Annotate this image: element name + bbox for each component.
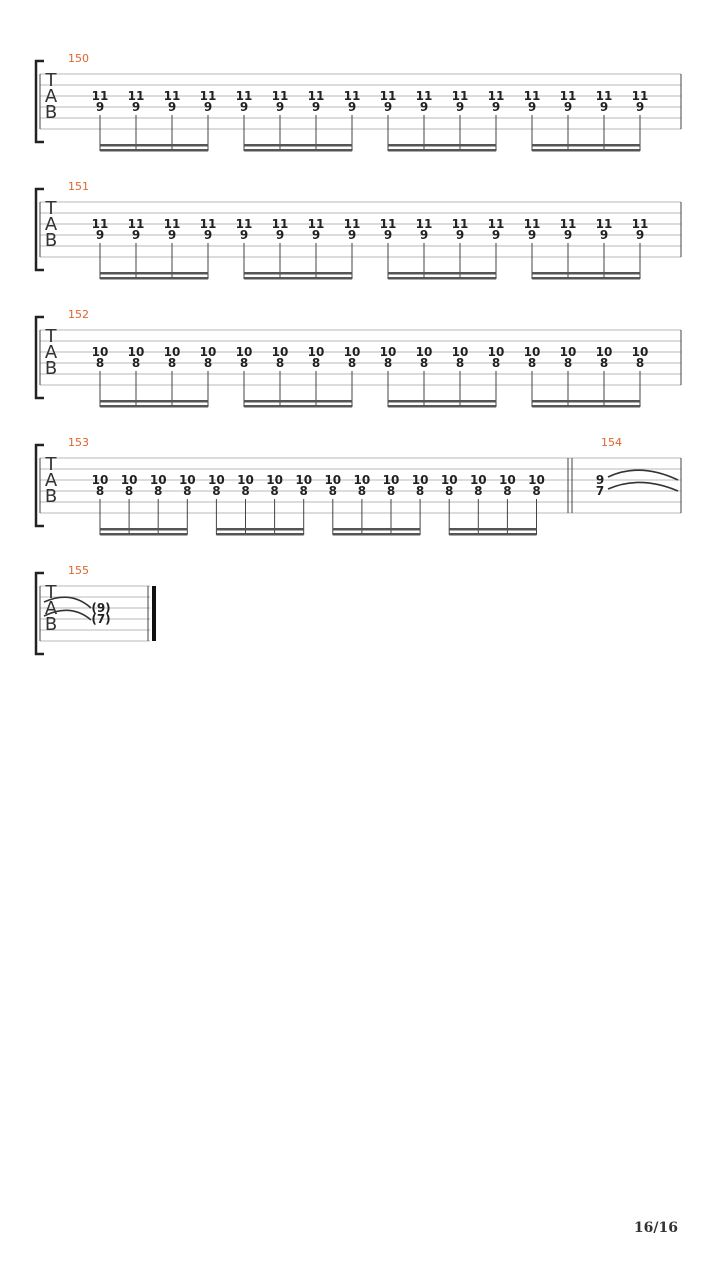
- fret-number: 10: [324, 473, 342, 487]
- tab-clef-letter: A: [44, 470, 58, 491]
- fret-number: 11: [379, 217, 397, 231]
- fret-number: 10: [91, 473, 109, 487]
- fret-number: 10: [266, 473, 283, 487]
- fret-number: 11: [163, 89, 181, 103]
- fret-number: 10: [353, 473, 371, 487]
- fret-number: 11: [343, 89, 361, 103]
- tab-system: [36, 436, 681, 536]
- fret-number: 9: [563, 228, 573, 242]
- fret-number: 10: [178, 473, 196, 487]
- fret-number: 11: [487, 217, 505, 231]
- fret-number: 11: [523, 217, 541, 231]
- fret-number: 8: [239, 356, 249, 370]
- fret-number: 8: [527, 356, 537, 370]
- fret-number: 9: [599, 100, 609, 114]
- fret-number: 11: [451, 217, 469, 231]
- beam: [532, 149, 640, 152]
- beam: [100, 277, 208, 280]
- beam: [333, 528, 420, 531]
- fret-number: 10: [91, 345, 109, 359]
- fret-number: 9: [635, 100, 645, 114]
- fret-number: 11: [559, 89, 577, 103]
- beam: [532, 277, 640, 280]
- fret-number: 9: [275, 228, 285, 242]
- measure-number: 152: [68, 308, 89, 321]
- fret-number: 8: [347, 356, 357, 370]
- fret-number: 9: [491, 100, 501, 114]
- fret-number: 9: [563, 100, 573, 114]
- fret-number: 8: [95, 484, 105, 498]
- fret-number: 8: [183, 484, 192, 498]
- tab-clef-letter: B: [44, 358, 58, 379]
- fret-number: 9: [203, 100, 213, 114]
- fret-number: 8: [419, 356, 429, 370]
- fret-number: 9: [203, 228, 213, 242]
- measure-number: 154: [601, 436, 622, 449]
- fret-number: 8: [154, 484, 163, 498]
- tab-system: [36, 308, 681, 408]
- fret-number: 11: [235, 217, 253, 231]
- beam: [388, 400, 496, 403]
- fret-number: 9: [491, 228, 501, 242]
- beam: [244, 149, 352, 152]
- tab-system: [36, 52, 681, 152]
- fret-number: 8: [563, 356, 573, 370]
- tab-clef-letter: T: [45, 454, 57, 475]
- fret-number: 8: [491, 356, 501, 370]
- fret-number: 8: [474, 484, 483, 498]
- tab-clef-letter: T: [45, 582, 57, 603]
- fret-number: 9: [131, 100, 141, 114]
- fret-number: 8: [311, 356, 321, 370]
- fret-number: 9: [419, 228, 429, 242]
- tab-clef-letter: A: [44, 86, 58, 107]
- beam: [244, 272, 352, 275]
- fret-number: 10: [415, 345, 433, 359]
- fret-number: 10: [469, 473, 487, 487]
- beam: [532, 144, 640, 147]
- fret-number: 8: [241, 484, 250, 498]
- fret-number: 8: [203, 356, 213, 370]
- fret-number: 10: [307, 345, 325, 359]
- fret-number: 11: [379, 89, 397, 103]
- beam: [100, 149, 208, 152]
- fret-number: 9: [311, 228, 321, 242]
- fret-number: 8: [532, 484, 541, 498]
- beam: [100, 528, 187, 531]
- fret-number: 10: [523, 345, 541, 359]
- measure: [68, 180, 681, 280]
- fret-number: 10: [528, 473, 545, 487]
- fret-number: 10: [411, 473, 429, 487]
- beam: [388, 277, 496, 280]
- fret-number: 9: [275, 100, 285, 114]
- beam: [449, 528, 536, 531]
- fret-number: 9: [455, 100, 465, 114]
- fret-number: 9: [599, 228, 609, 242]
- fret-number: 9: [239, 228, 249, 242]
- fret-number: 9: [419, 100, 429, 114]
- fret-number: 9: [95, 100, 105, 114]
- fret-number: 8: [131, 356, 141, 370]
- fret-number: 8: [415, 484, 425, 498]
- fret-number: 8: [124, 484, 134, 498]
- fret-number: 11: [307, 89, 325, 103]
- tie-arc: [608, 482, 678, 491]
- tie-arc: [608, 470, 678, 480]
- fret-number: 8: [386, 484, 396, 498]
- tab-system: [36, 564, 154, 654]
- fret-number: 8: [270, 484, 279, 498]
- fret-number: 11: [631, 217, 649, 231]
- fret-number: 9: [455, 228, 465, 242]
- beam: [100, 272, 208, 275]
- tab-clef-letter: B: [44, 614, 58, 635]
- fret-number: 10: [379, 345, 397, 359]
- tab-clef-letter: A: [44, 214, 58, 235]
- tab-clef-letter: T: [45, 198, 57, 219]
- fret-number: 7: [595, 484, 605, 498]
- fret-number: 8: [299, 484, 308, 498]
- fret-number: 10: [127, 345, 145, 359]
- fret-number: 9: [167, 100, 177, 114]
- fret-number: 10: [163, 345, 181, 359]
- fret-number: 9: [595, 473, 605, 487]
- fret-number: 8: [95, 356, 105, 370]
- measure: [68, 52, 681, 152]
- fret-number: 9: [383, 100, 393, 114]
- fret-number: 10: [595, 345, 613, 359]
- tab-system: [36, 180, 681, 280]
- fret-number: 11: [199, 89, 217, 103]
- beam: [388, 405, 496, 408]
- fret-number: 9: [95, 228, 105, 242]
- fret-number: 11: [595, 217, 613, 231]
- fret-number: 11: [559, 217, 577, 231]
- beam: [100, 400, 208, 403]
- measure-number: 155: [68, 564, 89, 577]
- tab-clef-letter: A: [44, 342, 58, 363]
- page-number: 16/16: [633, 1220, 678, 1236]
- fret-number: 10: [208, 473, 225, 487]
- tab-clef-letter: B: [44, 102, 58, 123]
- fret-number: 10: [237, 473, 254, 487]
- fret-number: 11: [127, 89, 145, 103]
- tab-clef-letter: B: [44, 486, 58, 507]
- fret-number: 11: [235, 89, 253, 103]
- beam: [532, 272, 640, 275]
- fret-number: 8: [167, 356, 177, 370]
- fret-number: 8: [212, 484, 221, 498]
- measure: [44, 564, 154, 641]
- beam: [388, 149, 496, 152]
- fret-number: 11: [127, 217, 145, 231]
- fret-number: 8: [357, 484, 367, 498]
- fret-number: 10: [559, 345, 577, 359]
- fret-number: 11: [91, 89, 109, 103]
- fret-number: (9): [91, 601, 111, 615]
- fret-number: 11: [199, 217, 217, 231]
- beam: [244, 405, 352, 408]
- fret-number: 11: [91, 217, 109, 231]
- fret-number: 10: [499, 473, 516, 487]
- fret-number: 8: [503, 484, 512, 498]
- fret-number: 11: [523, 89, 541, 103]
- fret-number: 10: [343, 345, 361, 359]
- fret-number: 9: [167, 228, 177, 242]
- beam: [449, 533, 536, 536]
- fret-number: 9: [311, 100, 321, 114]
- fret-number: 8: [328, 484, 337, 498]
- fret-number: 11: [415, 217, 433, 231]
- fret-number: 10: [199, 345, 217, 359]
- fret-number: 11: [595, 89, 613, 103]
- measure-number: 153: [68, 436, 89, 449]
- systems-layer: [36, 52, 681, 654]
- fret-number: 10: [120, 473, 138, 487]
- fret-number: 11: [343, 217, 361, 231]
- measure: [68, 436, 572, 536]
- beam: [244, 277, 352, 280]
- fret-number: 11: [415, 89, 433, 103]
- beam: [100, 405, 208, 408]
- beam: [532, 405, 640, 408]
- fret-number: 11: [307, 217, 325, 231]
- fret-number: 9: [347, 100, 357, 114]
- beam: [216, 528, 303, 531]
- fret-number: 10: [451, 345, 469, 359]
- fret-number: 10: [235, 345, 253, 359]
- fret-number: 11: [271, 89, 289, 103]
- beam: [100, 533, 187, 536]
- fret-number: 10: [631, 345, 649, 359]
- fret-number: (7): [91, 612, 111, 626]
- fret-number: 9: [527, 228, 537, 242]
- fret-number: 11: [631, 89, 649, 103]
- beam: [388, 144, 496, 147]
- measure-number: 151: [68, 180, 89, 193]
- beam: [244, 144, 352, 147]
- fret-number: 8: [275, 356, 285, 370]
- fret-number: 8: [635, 356, 645, 370]
- fret-number: 9: [383, 228, 393, 242]
- fret-number: 8: [599, 356, 609, 370]
- fret-number: 11: [163, 217, 181, 231]
- beam: [100, 144, 208, 147]
- fret-number: 11: [271, 217, 289, 231]
- beam: [244, 400, 352, 403]
- fret-number: 10: [487, 345, 505, 359]
- tab-clef-letter: A: [44, 598, 58, 619]
- beam: [388, 272, 496, 275]
- fret-number: 9: [347, 228, 357, 242]
- tab-clef-letter: T: [45, 70, 57, 91]
- fret-number: 10: [295, 473, 313, 487]
- fret-number: 9: [635, 228, 645, 242]
- fret-number: 10: [149, 473, 167, 487]
- fret-number: 10: [440, 473, 458, 487]
- measure: [596, 436, 681, 513]
- fret-number: 11: [487, 89, 505, 103]
- fret-number: 8: [455, 356, 465, 370]
- fret-number: 9: [131, 228, 141, 242]
- fret-number: 9: [527, 100, 537, 114]
- measure: [68, 308, 681, 408]
- fret-number: 8: [445, 484, 454, 498]
- measure-number: 150: [68, 52, 89, 65]
- beam: [532, 400, 640, 403]
- fret-number: 10: [382, 473, 400, 487]
- fret-number: 8: [383, 356, 393, 370]
- tab-clef-letter: B: [44, 230, 58, 251]
- fret-number: 9: [239, 100, 249, 114]
- fret-number: 10: [271, 345, 289, 359]
- beam: [333, 533, 420, 536]
- tab-clef-letter: T: [45, 326, 57, 347]
- fret-number: 11: [451, 89, 469, 103]
- beam: [216, 533, 303, 536]
